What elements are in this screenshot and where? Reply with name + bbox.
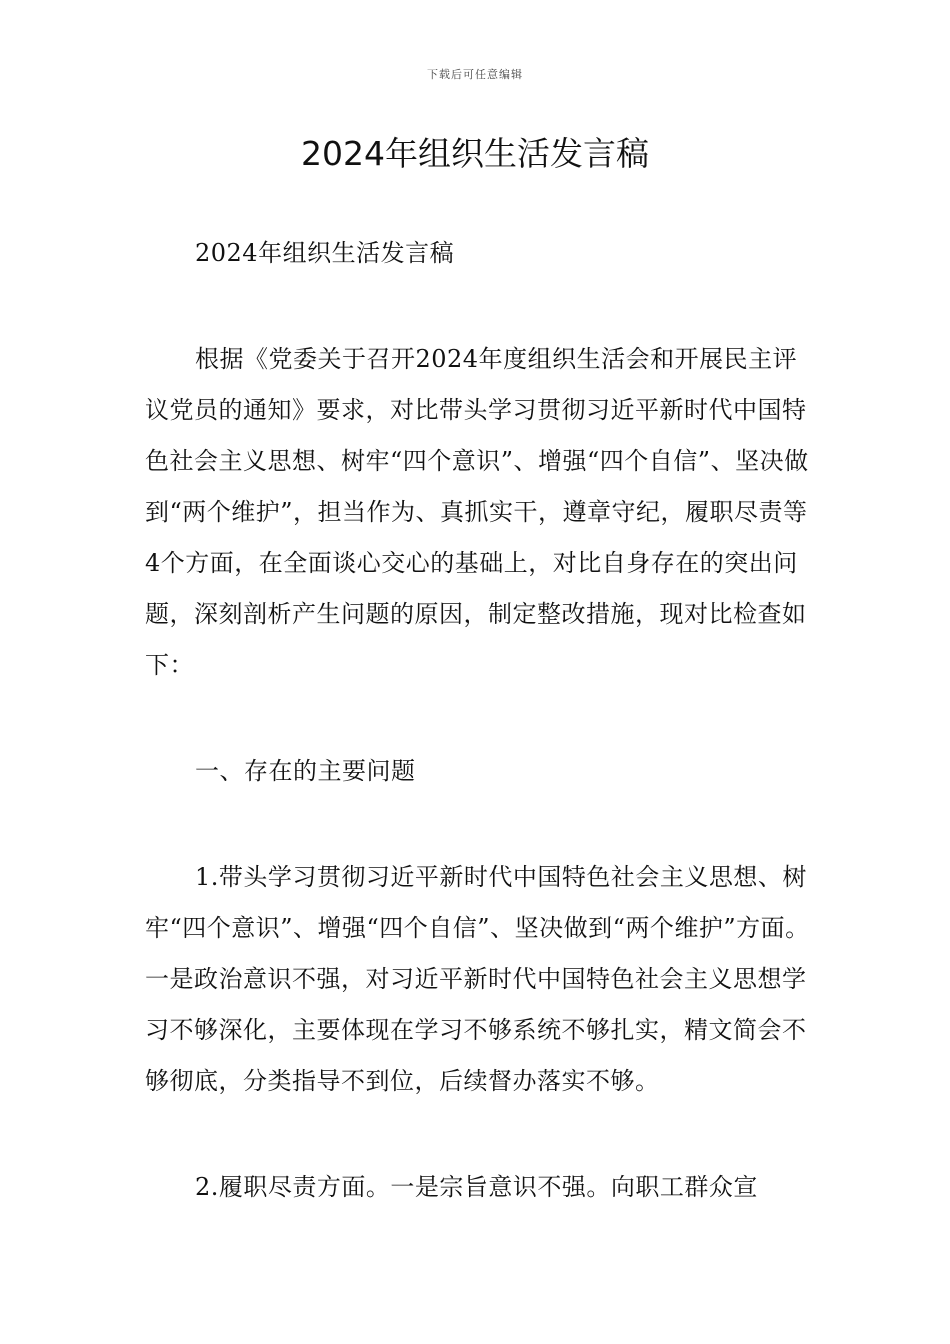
paragraph-section-heading: 一、存在的主要问题 <box>195 757 416 785</box>
header-note: 下载后可任意编辑 <box>427 68 523 81</box>
paragraph-item-2: 2.履职尽责方面。一是宗旨意识不强。向职工群众宣 <box>195 1173 758 1201</box>
paragraph-subtitle: 2024年组织生活发言稿 <box>195 239 455 267</box>
paragraph-item-1: 1.带头学习贯彻习近平新时代中国特色社会主义思想、树牢“四个意识”、增强“四个自信”、坚决做到“两个维护”方面。一是政治意识不强，对习近平新时代中国特色社会主义思想学习不够深化，主要体现在学习不够系统不够扎实，精文简会不够彻底，分类指导不到位，后续督办落实不够。 <box>145 863 810 1095</box>
paragraph-intro: 根据《党委关于召开2024年度组织生活会和开展民主评议党员的通知》要求，对比带头学习贯彻习近平新时代中国特色社会主义思想、树牢“四个意识”、增强“四个自信”、坚决做到“两个维护”，担当作为、真抓实干，遵章守纪，履职尽责等4个方面，在全面谈心交心的基础上，对比自身存在的突出问题，深刻剖析产生问题的原因，制定整改措施，现对比检查如下： <box>145 345 809 679</box>
document-body <box>145 228 810 1268</box>
document-title: 2024年组织生活发言稿 <box>301 134 649 173</box>
